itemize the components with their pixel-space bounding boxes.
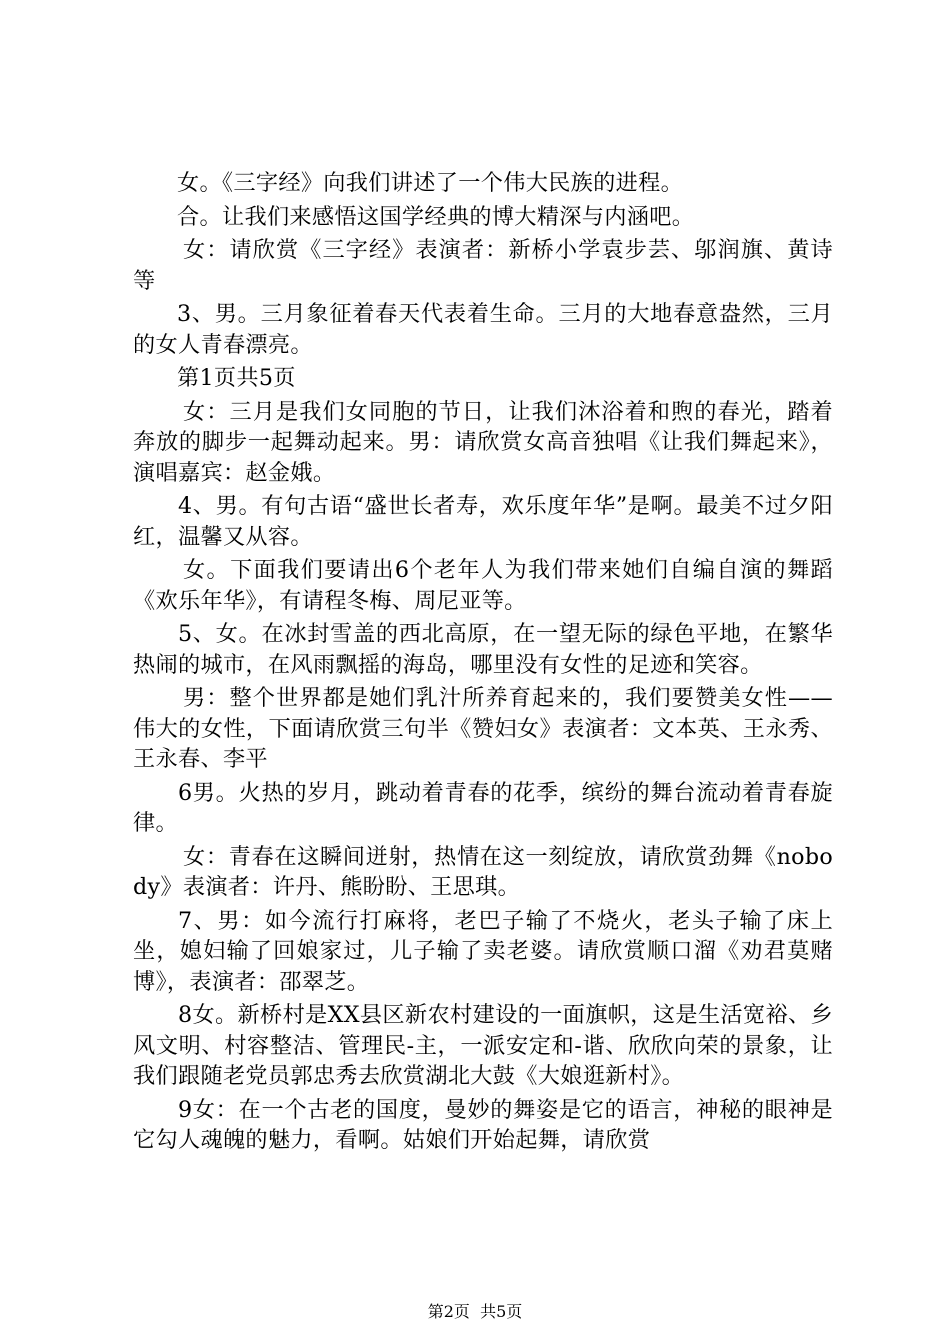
- document-body: [133, 168, 833, 1156]
- paragraph-13: 8女。新桥村是XX县区新农村建设的一面旗帜，这是生活宽裕、乡风文明、村容整洁、管理民-主，一派安定和-谐、欣欣向荣的景象，让我们跟随老党员郭忠秀去欣赏湖北大鼓《大娘逛新村》。: [133, 1002, 833, 1089]
- paragraph-9: 男：整个世界都是她们乳汁所养育起来的，我们要赞美女性——伟大的女性，下面请欣赏三句半《赞妇女》表演者：文本英、王永秀、王永春、李平: [133, 685, 833, 772]
- page-footer: 第2页 共5页: [427, 1302, 523, 1321]
- paragraph-10: 6男。火热的岁月，跳动着青春的花季，缤纷的舞台流动着青春旋律。: [133, 779, 833, 836]
- paragraph-2: 合。让我们来感悟这国学经典的博大精深与内涵吧。: [177, 203, 695, 230]
- paragraph-14: 9女：在一个古老的国度，曼妙的舞姿是它的语言，神秘的眼神是它勾人魂魄的魅力，看啊。姑娘们开始起舞，请欣赏: [133, 1096, 833, 1153]
- paragraph-12: 7、男：如今流行打麻将，老巴子输了不烧火，老头子输了床上坐，媳妇输了回娘家过，儿子输了卖老婆。请欣赏顺口溜《劝君莫赌博》，表演者：邵翠芝。: [133, 907, 833, 995]
- paragraph-8: 5、女。在冰封雪盖的西北高原，在一望无际的绿色平地，在繁华热闹的城市，在风雨飘摇的海岛，哪里没有女性的足迹和笑容。: [133, 621, 833, 678]
- paragraph-6: 4、男。有句古语“盛世长者寿，欢乐度年华”是啊。最美不过夕阳红，温馨又从容。: [133, 493, 833, 550]
- paragraph-11: 女：青春在这瞬间迸射，热情在这一刻绽放，请欣赏劲舞《nobody》表演者：许丹、熊盼盼、王思琪。: [133, 843, 833, 900]
- paragraph-4: 3、男。三月象征着春天代表着生命。三月的大地春意盎然，三月的女人青春漂亮。: [133, 301, 833, 358]
- paragraph-3: 女：请欣赏《三字经》表演者：新桥小学袁步芸、邬润旗、黄诗等: [133, 237, 833, 294]
- paragraph-5: 女：三月是我们女同胞的节日，让我们沐浴着和煦的春光，踏着奔放的脚步一起舞动起来。男：请欣赏女高音独唱《让我们舞起来》，演唱嘉宾：赵金娥。: [133, 398, 833, 486]
- paragraph-7: 女。下面我们要请出6个老年人为我们带来她们自编自演的舞蹈《欢乐年华》，有请程冬梅、周尼亚等。: [133, 557, 833, 614]
- inline-page-marker: 第1页共5页: [177, 365, 296, 391]
- paragraph-1: 女。《三字经》向我们讲述了一个伟大民族的进程。: [177, 170, 684, 196]
